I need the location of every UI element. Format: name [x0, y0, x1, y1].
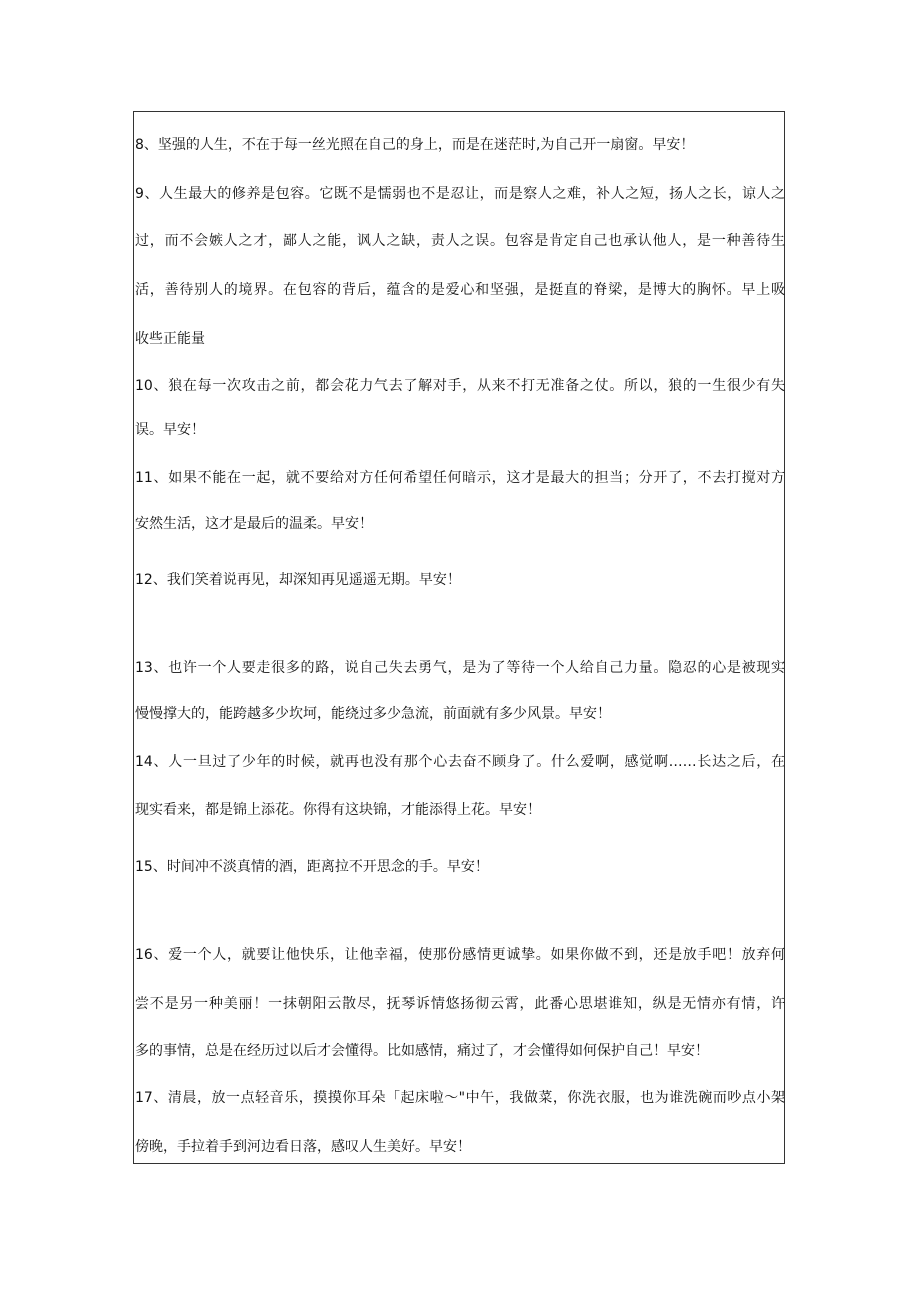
text-line-quote-8: 8、坚强的人生，不在于每一丝光照在自己的身上，而是在迷茫时,为自己开一扇窗。早安！ — [135, 137, 695, 153]
text-line-quote-11: 11、如果不能在一起，就不要给对方任何希望任何暗示，这才是最大的担当；分开了，不去打搅对方 — [135, 470, 785, 486]
text-line-quote-12: 12、我们笑着说再见，却深知再见遥遥无期。早安！ — [135, 572, 461, 588]
text-line-quote-16: 多的事情，总是在经历过以后才会懂得。比如感情，痛过了，才会懂得如何保护自己！早安！ — [135, 1043, 709, 1059]
text-line-quote-9: 9、人生最大的修养是包容。它既不是懦弱也不是忍让，而是察人之难，补人之短，扬人之长，谅人之 — [135, 186, 785, 202]
text-line-quote-16: 16、爱一个人，就要让他快乐，让他幸福，使那份感情更诚挚。如果你做不到，还是放手吧！放弃何 — [135, 947, 785, 963]
text-line-quote-11: 安然生活，这才是最后的温柔。早安！ — [135, 516, 373, 532]
text-line-quote-17: 傍晚，手拉着手到河边看日落，感叹人生美好。早安！ — [135, 1139, 471, 1155]
text-line-quote-13: 慢慢撑大的，能跨越多少坎坷，能绕过多少急流，前面就有多少风景。早安！ — [135, 706, 611, 722]
text-line-quote-14: 现实看来，都是锦上添花。你得有这块锦，才能添得上花。早安！ — [135, 802, 541, 818]
text-line-quote-9: 过，而不会嫉人之才，鄙人之能，讽人之缺，责人之误。包容是肯定自己也承认他人，是一种善待生 — [135, 233, 785, 249]
text-line-quote-10: 误。早安！ — [135, 422, 205, 438]
text-line-quote-9: 活，善待别人的境界。在包容的背后，蕴含的是爱心和坚强，是挺直的脊梁，是博大的胸怀。早上吸 — [135, 282, 785, 298]
text-line-quote-15: 15、时间冲不淡真情的酒，距离拉不开思念的手。早安！ — [135, 859, 489, 875]
text-line-quote-17: 17、清晨，放一点轻音乐，摸摸你耳朵「起床啦～"中午，我做菜，你洗衣服，也为谁洗碗而吵点小架 — [135, 1090, 785, 1106]
text-line-quote-13: 13、也许一个人要走很多的路，说自己失去勇气，是为了等待一个人给自己力量。隐忍的心是被现实 — [135, 660, 785, 676]
text-line-quote-14: 14、人一旦过了少年的时候，就再也没有那个心去奋不顾身了。什么爱啊，感觉啊……长达之后，在 — [135, 754, 785, 770]
text-line-quote-10: 10、狼在每一次攻击之前，都会花力气去了解对手，从来不打无准备之仗。所以，狼的一生很少有失 — [135, 378, 785, 394]
text-line-quote-16: 尝不是另一种美丽！一抹朝阳云散尽，抚琴诉情悠扬彻云霄，此番心思堪谁知，纵是无情亦有情，许 — [135, 996, 785, 1012]
text-line-quote-9: 收些正能量 — [135, 331, 205, 347]
